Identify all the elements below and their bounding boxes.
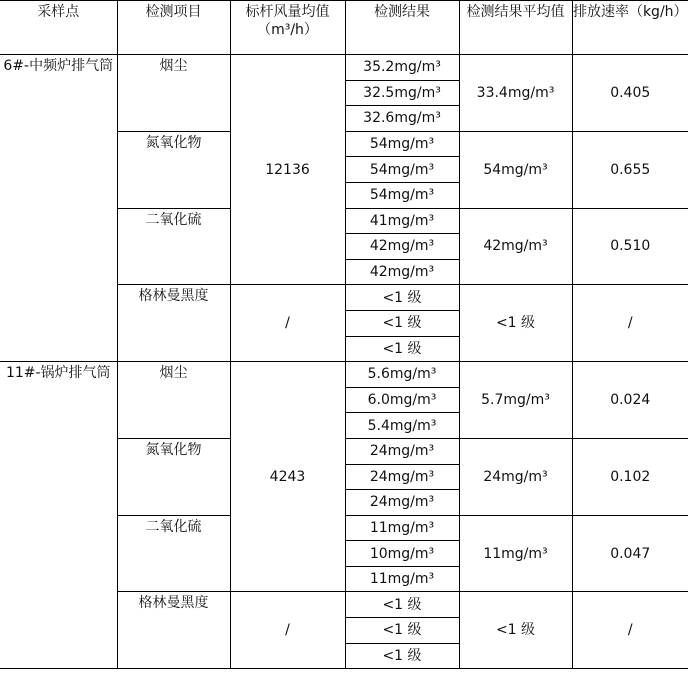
average-value: 11mg/m³ (459, 515, 572, 592)
table-row (0, 55, 688, 81)
header-row (0, 1, 688, 55)
result-value: 54mg/m³ (345, 157, 459, 183)
result-value: <1 级 (345, 285, 459, 311)
emission-rate: 0.047 (572, 515, 688, 592)
average-value: <1 级 (459, 592, 572, 669)
test-item: 格林曼黑度 (117, 285, 230, 362)
result-value: 54mg/m³ (345, 182, 459, 208)
result-value: 24mg/m³ (345, 464, 459, 490)
result-value: 32.5mg/m³ (345, 80, 459, 106)
result-value: <1 级 (345, 310, 459, 336)
average-value: 33.4mg/m³ (459, 55, 572, 132)
result-value: 10mg/m³ (345, 541, 459, 567)
emission-rate: 0.655 (572, 131, 688, 208)
average-value: 54mg/m³ (459, 131, 572, 208)
result-value: 42mg/m³ (345, 234, 459, 260)
header-result: 检测结果 (345, 1, 459, 55)
result-value: 32.6mg/m³ (345, 106, 459, 132)
result-value: 6.0mg/m³ (345, 387, 459, 413)
result-value: <1 级 (345, 643, 459, 669)
average-value: 42mg/m³ (459, 208, 572, 285)
average-value: 5.7mg/m³ (459, 362, 572, 439)
result-value: 35.2mg/m³ (345, 55, 459, 81)
result-value: 24mg/m³ (345, 490, 459, 516)
average-value: 24mg/m³ (459, 438, 572, 515)
test-item: 烟尘 (117, 362, 230, 439)
result-value: 11mg/m³ (345, 515, 459, 541)
emission-rate: 0.405 (572, 55, 688, 132)
flow-value: 12136 (230, 55, 345, 285)
header-flow: 标杆风量均值（m³/h） (230, 1, 345, 55)
flow-value: / (230, 592, 345, 669)
flow-value: / (230, 285, 345, 362)
result-value: <1 级 (345, 336, 459, 362)
header-rate: 排放速率（kg/h） (572, 1, 688, 55)
sampling-site: 6#-中频炉排气筒 (0, 55, 117, 362)
test-item: 烟尘 (117, 55, 230, 132)
test-item: 二氧化硫 (117, 515, 230, 592)
result-value: <1 级 (345, 592, 459, 618)
header-site: 采样点 (0, 1, 117, 55)
emission-rate: / (572, 592, 688, 669)
header-item: 检测项目 (117, 1, 230, 55)
result-value: 5.4mg/m³ (345, 413, 459, 439)
result-value: 5.6mg/m³ (345, 362, 459, 388)
emission-rate: 0.510 (572, 208, 688, 285)
result-value: 11mg/m³ (345, 566, 459, 592)
header-avg: 检测结果平均值 (459, 1, 572, 55)
test-item: 格林曼黑度 (117, 592, 230, 669)
average-value: <1 级 (459, 285, 572, 362)
result-value: 54mg/m³ (345, 131, 459, 157)
test-item: 氮氧化物 (117, 131, 230, 208)
result-value: 42mg/m³ (345, 259, 459, 285)
emission-rate: 0.024 (572, 362, 688, 439)
result-value: 41mg/m³ (345, 208, 459, 234)
test-item: 氮氧化物 (117, 438, 230, 515)
emission-rate: 0.102 (572, 438, 688, 515)
flow-value: 4243 (230, 362, 345, 592)
result-value: <1 级 (345, 618, 459, 644)
test-item: 二氧化硫 (117, 208, 230, 285)
emission-rate: / (572, 285, 688, 362)
result-value: 24mg/m³ (345, 438, 459, 464)
sampling-site: 11#-锅炉排气筒 (0, 362, 117, 669)
table-row (0, 362, 688, 388)
